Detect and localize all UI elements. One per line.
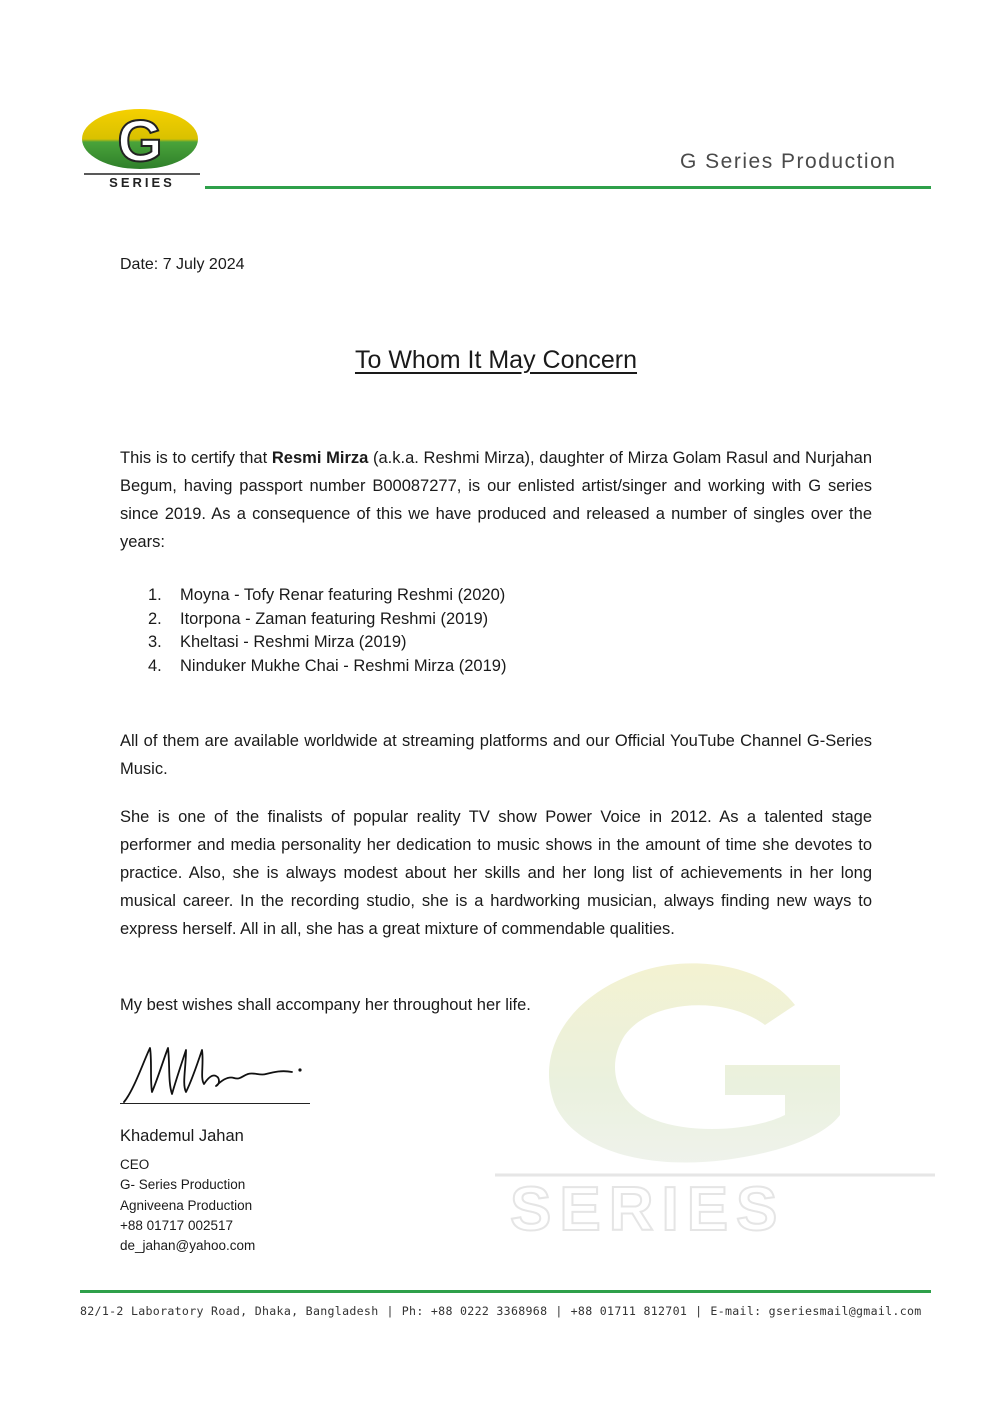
list-number: 2. [148, 609, 162, 628]
signer-name: Khademul Jahan [120, 1127, 244, 1145]
signer-phone: +88 01717 002517 [120, 1217, 233, 1233]
list-item [148, 608, 506, 632]
signer-email: de_jahan@yahoo.com [120, 1238, 256, 1254]
list-number: 3. [148, 633, 162, 651]
logo-letter: G [117, 109, 163, 174]
signer-title: CEO [120, 1157, 150, 1172]
list-item-text: Itorpona - Zaman featuring Reshmi (2019) [180, 609, 489, 628]
achievements-paragraph: She is one of the finalists of popular reality TV show Power Voice in 2012. As a talented stage performer and media personality her dedication to music shows in the amount of time she devotes to practice. Also, she is always modest about her skills and her long list of achievements in her long musical career. In the recording studio, she is a hardworking musician, always finding new ways to express herself. All in all, she has a great mixture of commendable qualities. [120, 808, 872, 938]
list-item [148, 584, 506, 608]
signature-line [120, 1103, 310, 1104]
list-item-text: Ninduker Mukhe Chai - Reshmi Mirza (2019) [180, 656, 507, 675]
footer-separator: | [555, 1304, 563, 1318]
signer-company: Agniveena Production [120, 1197, 253, 1213]
singles-list [148, 584, 506, 678]
watermark-logo [495, 945, 935, 1235]
footer-address: 82/1-2 Laboratory Road, Dhaka, Bangladesh [80, 1304, 379, 1318]
footer-phone: +88 01711 812701 [570, 1304, 688, 1318]
list-item-text: Kheltasi - Reshmi Mirza (2019) [180, 633, 407, 651]
footer-divider [80, 1290, 931, 1293]
list-item-text: Moyna - Tofy Renar featuring Reshmi (2020) [180, 586, 506, 604]
list-item [148, 655, 506, 679]
g-series-logo [80, 103, 202, 189]
letter-title: To Whom It May Concern [354, 346, 638, 374]
footer-separator: | [695, 1304, 703, 1318]
paragraph-text: This is to certify that [120, 449, 272, 467]
footer-phone: Ph: +88 0222 3368968 [401, 1304, 548, 1318]
logo-text: SERIES [109, 175, 175, 189]
handwritten-signature [116, 1040, 316, 1110]
list-number: 1. [148, 586, 162, 604]
company-name: G Series Production [680, 150, 897, 173]
paragraph-text: (a.k.a. Reshmi Mirza), daughter of Mirza Golam Rasul and Nurjahan Begum, having passport number B00087277, is our enlisted artist/singer and working with G series since 2019. As a consequence of this we have produced and released a number of singles over the years: [120, 449, 872, 551]
watermark-text: SERIES [510, 1175, 786, 1235]
footer-separator: | [386, 1304, 394, 1318]
list-item [148, 631, 506, 655]
certification-paragraph [120, 444, 872, 556]
signer-company: G- Series Production [120, 1177, 246, 1193]
letter-date: Date: 7 July 2024 [120, 256, 245, 273]
list-number: 4. [148, 656, 162, 675]
artist-name: Resmi Mirza [271, 449, 369, 467]
footer-email: E-mail: gseriesmail@gmail.com [710, 1304, 922, 1318]
signer-details [120, 1155, 255, 1256]
closing-paragraph: My best wishes shall accompany her throughout her life. [120, 996, 531, 1014]
footer-contact [80, 1304, 931, 1318]
availability-paragraph: All of them are available worldwide at streaming platforms and our Official YouTube Channel G-Series Music. [120, 732, 872, 778]
header-divider [205, 186, 931, 189]
